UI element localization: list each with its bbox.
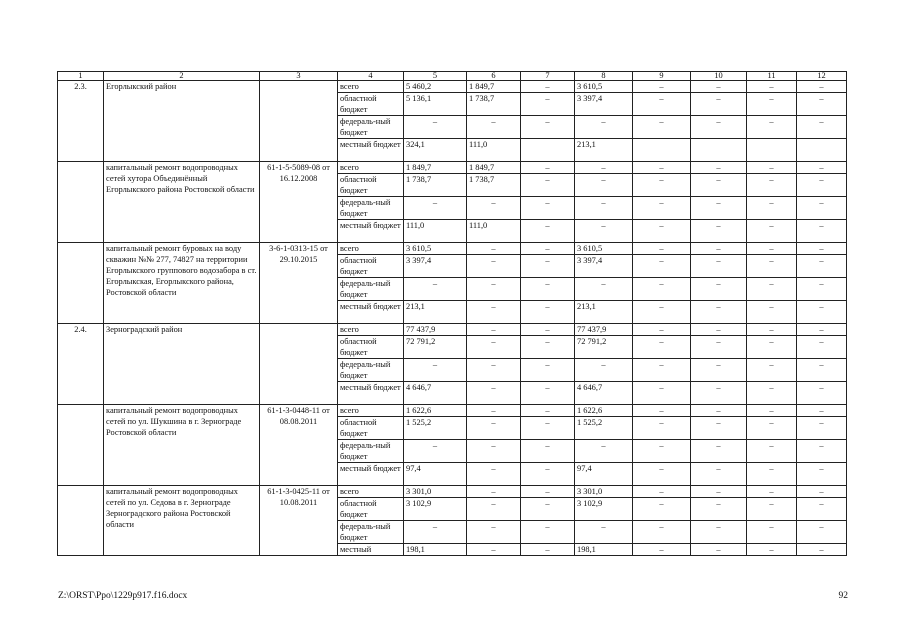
budget-table (57, 71, 847, 556)
amount-cell: – (747, 243, 797, 255)
amount-cell: – (797, 174, 847, 197)
table-row (58, 405, 847, 417)
amount-cell: – (797, 359, 847, 382)
amount-cell: – (633, 405, 691, 417)
funding-source: всего (338, 243, 404, 255)
amount-cell: – (521, 440, 575, 463)
amount-cell: – (797, 81, 847, 93)
amount-cell: 1 849,7 (467, 81, 521, 93)
amount-cell: 1 849,7 (404, 162, 467, 174)
amount-cell: – (691, 197, 747, 220)
amount-cell: – (404, 197, 467, 220)
amount-cell: 72 791,2 (575, 336, 633, 359)
amount-cell: – (521, 463, 575, 486)
amount-cell: – (633, 544, 691, 556)
object-name: капитальный ремонт буровых на воду скважин №№ 277, 74827 на территории Егорлыкского группового водозабора в ст. Егорлыкская, Егорлыкского района, Ростовской области (104, 243, 260, 324)
amount-cell: – (467, 278, 521, 301)
amount-cell: – (521, 278, 575, 301)
amount-cell: 1 622,6 (575, 405, 633, 417)
amount-cell: – (747, 486, 797, 498)
section-number (58, 486, 104, 556)
amount-cell: – (747, 162, 797, 174)
amount-cell: – (747, 278, 797, 301)
amount-cell: – (797, 243, 847, 255)
amount-cell: – (797, 116, 847, 139)
amount-cell: – (633, 440, 691, 463)
amount-cell: – (575, 440, 633, 463)
amount-cell (797, 139, 847, 162)
section-number: 2.3. (58, 81, 104, 162)
column-number: 8 (575, 72, 633, 81)
registration-code: 61-1-3-0425-11 от 10.08.2011 (260, 486, 338, 556)
amount-cell: – (575, 220, 633, 243)
amount-cell: – (467, 324, 521, 336)
amount-cell: – (691, 544, 747, 556)
amount-cell: – (691, 324, 747, 336)
amount-cell: – (747, 544, 797, 556)
amount-cell: 3 397,4 (404, 255, 467, 278)
amount-cell: – (633, 255, 691, 278)
section-number (58, 162, 104, 243)
amount-cell: – (575, 197, 633, 220)
amount-cell: – (797, 255, 847, 278)
amount-cell: – (633, 197, 691, 220)
amount-cell: – (747, 417, 797, 440)
amount-cell: – (797, 220, 847, 243)
amount-cell: – (467, 359, 521, 382)
amount-cell: 1 622,6 (404, 405, 467, 417)
amount-cell: – (691, 486, 747, 498)
amount-cell: – (467, 544, 521, 556)
column-number: 12 (797, 72, 847, 81)
amount-cell: – (404, 278, 467, 301)
amount-cell: – (467, 440, 521, 463)
amount-cell: – (467, 116, 521, 139)
funding-source: местный бюджет (338, 382, 404, 405)
amount-cell: – (797, 417, 847, 440)
amount-cell: – (521, 336, 575, 359)
amount-cell: – (521, 162, 575, 174)
amount-cell: 77 437,9 (404, 324, 467, 336)
amount-cell: – (467, 405, 521, 417)
amount-cell: 3 610,5 (575, 81, 633, 93)
amount-cell: – (747, 93, 797, 116)
amount-cell (747, 139, 797, 162)
amount-cell: – (691, 162, 747, 174)
amount-cell: 3 397,4 (575, 93, 633, 116)
amount-cell: – (747, 521, 797, 544)
amount-cell: 3 102,9 (404, 498, 467, 521)
amount-cell (633, 139, 691, 162)
amount-cell: 324,1 (404, 139, 467, 162)
column-number: 9 (633, 72, 691, 81)
table-row (58, 486, 847, 498)
object-name: капитальный ремонт водопроводных сетей по ул. Седова в г. Зернограде Зерноградского района Ростовской области (104, 486, 260, 556)
amount-cell: – (747, 359, 797, 382)
amount-cell: 3 301,0 (404, 486, 467, 498)
amount-cell: – (797, 440, 847, 463)
funding-source: местный бюджет (338, 301, 404, 324)
amount-cell: – (521, 301, 575, 324)
funding-source: местный бюджет (338, 139, 404, 162)
amount-cell: 3 610,5 (575, 243, 633, 255)
registration-code (260, 324, 338, 405)
funding-source: федераль-ный бюджет (338, 440, 404, 463)
amount-cell: – (691, 81, 747, 93)
amount-cell: 5 136,1 (404, 93, 467, 116)
amount-cell: – (521, 521, 575, 544)
column-number: 11 (747, 72, 797, 81)
funding-source: областной бюджет (338, 498, 404, 521)
amount-cell: – (575, 162, 633, 174)
amount-cell: – (747, 440, 797, 463)
amount-cell: – (404, 359, 467, 382)
amount-cell: – (521, 405, 575, 417)
amount-cell: – (797, 197, 847, 220)
amount-cell: – (747, 382, 797, 405)
amount-cell: – (633, 521, 691, 544)
amount-cell: – (797, 324, 847, 336)
amount-cell: 3 610,5 (404, 243, 467, 255)
amount-cell: – (797, 463, 847, 486)
amount-cell: – (747, 81, 797, 93)
amount-cell: – (691, 278, 747, 301)
amount-cell: – (633, 463, 691, 486)
amount-cell: – (467, 197, 521, 220)
amount-cell: – (691, 336, 747, 359)
amount-cell: – (633, 278, 691, 301)
amount-cell: – (404, 440, 467, 463)
amount-cell: – (691, 301, 747, 324)
amount-cell: 111,0 (467, 220, 521, 243)
funding-source: всего (338, 486, 404, 498)
amount-cell: – (747, 336, 797, 359)
amount-cell: – (691, 359, 747, 382)
amount-cell: – (521, 220, 575, 243)
amount-cell: – (797, 498, 847, 521)
column-number: 5 (404, 72, 467, 81)
table-row (58, 81, 847, 93)
amount-cell: 3 301,0 (575, 486, 633, 498)
amount-cell: – (797, 278, 847, 301)
amount-cell: – (467, 463, 521, 486)
table-row (58, 243, 847, 255)
amount-cell (521, 139, 575, 162)
amount-cell: – (521, 417, 575, 440)
amount-cell (691, 139, 747, 162)
table-row (58, 324, 847, 336)
amount-cell: – (797, 162, 847, 174)
amount-cell: 97,4 (575, 463, 633, 486)
amount-cell: – (467, 336, 521, 359)
section-number: 2.4. (58, 324, 104, 405)
registration-code: 61-1-5-5089-08 от 16.12.2008 (260, 162, 338, 243)
amount-cell: – (521, 243, 575, 255)
funding-source: областной бюджет (338, 255, 404, 278)
funding-source: всего (338, 81, 404, 93)
amount-cell: – (633, 174, 691, 197)
amount-cell: – (633, 359, 691, 382)
amount-cell: – (521, 382, 575, 405)
amount-cell: – (747, 220, 797, 243)
column-number: 3 (260, 72, 338, 81)
amount-cell: 1 525,2 (404, 417, 467, 440)
amount-cell: 198,1 (575, 544, 633, 556)
object-name: капитальный ремонт водопроводных сетей по ул. Шукшина в г. Зернограде Ростовской области (104, 405, 260, 486)
amount-cell: – (575, 521, 633, 544)
amount-cell: – (633, 324, 691, 336)
amount-cell: – (467, 417, 521, 440)
amount-cell: – (575, 278, 633, 301)
amount-cell: – (521, 197, 575, 220)
amount-cell: – (521, 498, 575, 521)
amount-cell: – (633, 220, 691, 243)
section-number (58, 243, 104, 324)
amount-cell: – (521, 486, 575, 498)
amount-cell: – (633, 93, 691, 116)
section-number (58, 405, 104, 486)
amount-cell: – (797, 405, 847, 417)
amount-cell: – (575, 116, 633, 139)
column-number: 4 (338, 72, 404, 81)
amount-cell: 4 646,7 (575, 382, 633, 405)
amount-cell: 198,1 (404, 544, 467, 556)
amount-cell: 1 738,7 (467, 93, 521, 116)
amount-cell: – (633, 116, 691, 139)
amount-cell: 213,1 (404, 301, 467, 324)
amount-cell: – (521, 359, 575, 382)
amount-cell: 72 791,2 (404, 336, 467, 359)
amount-cell: – (691, 255, 747, 278)
column-number: 6 (467, 72, 521, 81)
amount-cell: – (747, 197, 797, 220)
amount-cell: – (691, 405, 747, 417)
amount-cell: 77 437,9 (575, 324, 633, 336)
object-name: Егорлыкский район (104, 81, 260, 162)
amount-cell: – (691, 220, 747, 243)
amount-cell: 3 397,4 (575, 255, 633, 278)
registration-code (260, 81, 338, 162)
page-number: 92 (838, 591, 848, 601)
funding-source: местный (338, 544, 404, 556)
amount-cell: – (691, 243, 747, 255)
amount-cell: – (467, 301, 521, 324)
amount-cell: – (467, 498, 521, 521)
amount-cell: 1 738,7 (467, 174, 521, 197)
amount-cell: 111,0 (467, 139, 521, 162)
amount-cell: 5 460,2 (404, 81, 467, 93)
amount-cell: – (747, 324, 797, 336)
amount-cell: – (691, 417, 747, 440)
amount-cell: 1 738,7 (404, 174, 467, 197)
amount-cell: – (797, 336, 847, 359)
registration-code: 3-6-1-0313-15 от 29.10.2015 (260, 243, 338, 324)
amount-cell: – (691, 498, 747, 521)
amount-cell: – (521, 544, 575, 556)
column-number: 1 (58, 72, 104, 81)
amount-cell: – (747, 405, 797, 417)
amount-cell: 1 525,2 (575, 417, 633, 440)
funding-source: областной бюджет (338, 417, 404, 440)
amount-cell: 4 646,7 (404, 382, 467, 405)
column-number: 7 (521, 72, 575, 81)
funding-source: федераль-ный бюджет (338, 521, 404, 544)
amount-cell: – (691, 116, 747, 139)
amount-cell: – (633, 486, 691, 498)
amount-cell: – (404, 116, 467, 139)
registration-code: 61-1-3-0448-11 от 08.08.2011 (260, 405, 338, 486)
amount-cell: – (691, 382, 747, 405)
amount-cell: – (467, 521, 521, 544)
amount-cell: – (404, 521, 467, 544)
amount-cell: – (797, 486, 847, 498)
amount-cell: – (691, 463, 747, 486)
amount-cell: – (747, 255, 797, 278)
amount-cell: 3 102,9 (575, 498, 633, 521)
column-number: 2 (104, 72, 260, 81)
amount-cell: – (633, 301, 691, 324)
amount-cell: – (633, 162, 691, 174)
amount-cell: – (633, 498, 691, 521)
funding-source: федераль-ный бюджет (338, 197, 404, 220)
funding-source: всего (338, 405, 404, 417)
amount-cell: – (747, 498, 797, 521)
amount-cell: 111,0 (404, 220, 467, 243)
amount-cell: – (797, 382, 847, 405)
amount-cell: – (521, 174, 575, 197)
amount-cell: – (747, 174, 797, 197)
amount-cell: 1 849,7 (467, 162, 521, 174)
amount-cell: – (691, 521, 747, 544)
object-name: капитальный ремонт водопроводных сетей хутора Объединённый Егорлыкского района Ростовской области (104, 162, 260, 243)
funding-source: федераль-ный бюджет (338, 278, 404, 301)
column-number: 10 (691, 72, 747, 81)
funding-source: федераль-ный бюджет (338, 359, 404, 382)
amount-cell: 213,1 (575, 139, 633, 162)
amount-cell: – (521, 93, 575, 116)
amount-cell: – (797, 93, 847, 116)
amount-cell: – (521, 255, 575, 278)
amount-cell: – (633, 81, 691, 93)
funding-source: областной бюджет (338, 93, 404, 116)
amount-cell: – (797, 301, 847, 324)
amount-cell: – (797, 521, 847, 544)
amount-cell: – (467, 243, 521, 255)
table-row (58, 162, 847, 174)
amount-cell: – (747, 116, 797, 139)
amount-cell: – (521, 116, 575, 139)
funding-source: всего (338, 324, 404, 336)
column-number-row (58, 72, 847, 81)
amount-cell: – (797, 544, 847, 556)
amount-cell: 213,1 (575, 301, 633, 324)
amount-cell: – (521, 81, 575, 93)
amount-cell: 97,4 (404, 463, 467, 486)
funding-source: областной бюджет (338, 336, 404, 359)
amount-cell: – (691, 93, 747, 116)
amount-cell: – (633, 336, 691, 359)
amount-cell: – (691, 440, 747, 463)
amount-cell: – (467, 255, 521, 278)
amount-cell: – (633, 243, 691, 255)
funding-source: областной бюджет (338, 174, 404, 197)
amount-cell: – (467, 486, 521, 498)
funding-source: местный бюджет (338, 220, 404, 243)
funding-source: федераль-ный бюджет (338, 116, 404, 139)
amount-cell: – (747, 301, 797, 324)
object-name: Зерноградский район (104, 324, 260, 405)
amount-cell: – (633, 417, 691, 440)
amount-cell: – (747, 463, 797, 486)
amount-cell: – (467, 382, 521, 405)
amount-cell: – (521, 324, 575, 336)
funding-source: всего (338, 162, 404, 174)
funding-source: местный бюджет (338, 463, 404, 486)
amount-cell: – (575, 359, 633, 382)
amount-cell: – (575, 174, 633, 197)
amount-cell: – (691, 174, 747, 197)
amount-cell: – (633, 382, 691, 405)
footer-file-path: Z:\ORST\Ppo\1229p917.f16.docx (58, 591, 188, 601)
